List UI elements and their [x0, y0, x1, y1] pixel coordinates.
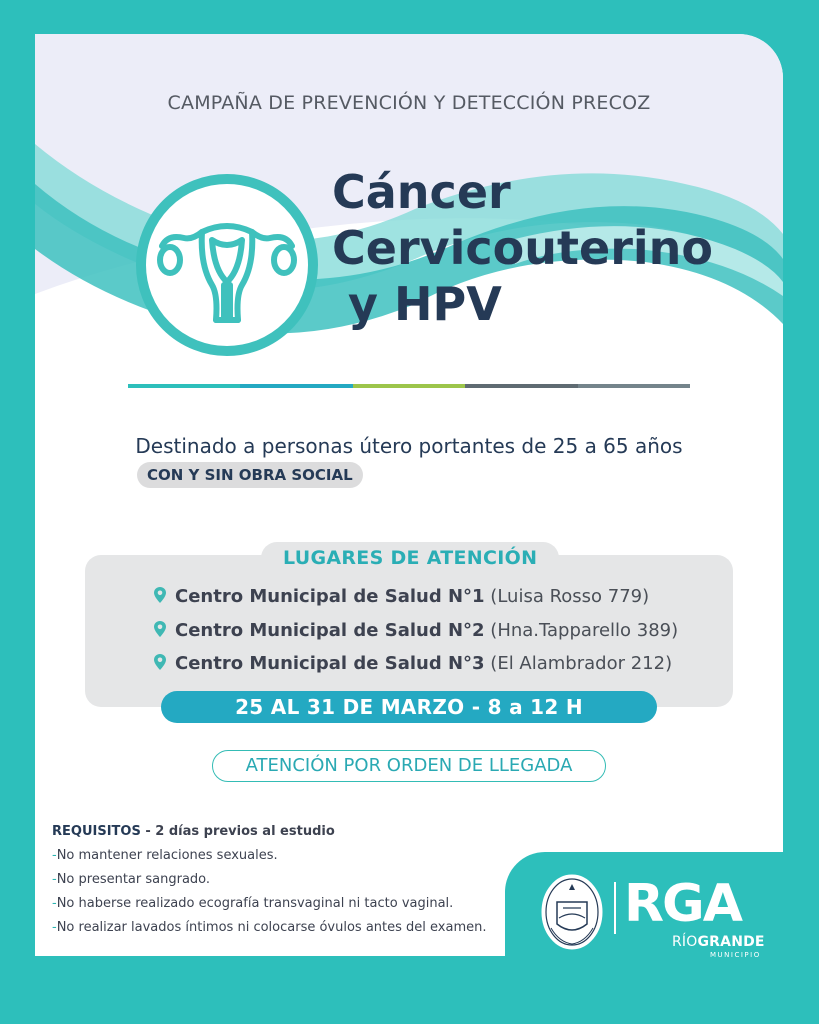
arrival-order-badge: ATENCIÓN POR ORDEN DE LLEGADA	[212, 750, 606, 782]
color-divider	[128, 384, 690, 388]
divider-segment	[578, 384, 690, 388]
requirements-heading: REQUISITOS - 2 días previos al estudio	[52, 824, 335, 839]
campaign-subtitle: CAMPAÑA DE PREVENCIÓN Y DETECCIÓN PRECOZ	[167, 92, 651, 114]
poster-card	[35, 34, 783, 956]
place-address: (El Alambrador 212)	[490, 653, 673, 674]
audience-text: Destinado a personas útero portantes de 25 a 65 años	[135, 434, 683, 458]
place-address: (Hna.Tapparello 389)	[490, 620, 679, 641]
place-address: (Luisa Rosso 779)	[490, 586, 650, 607]
divider-segment	[353, 384, 465, 388]
coverage-badge: CON Y SIN OBRA SOCIAL	[137, 462, 363, 488]
divider-segment	[240, 384, 352, 388]
place-item	[153, 653, 672, 674]
requirement-item: -No realizar lavados íntimos ni colocarse óvulos antes del examen.	[52, 920, 487, 935]
location-pin-icon	[153, 653, 167, 671]
divider-segment	[128, 384, 240, 388]
logo-divider	[614, 882, 616, 934]
municipio-text: MUNICIPIO	[710, 951, 761, 959]
requirement-item: -No haberse realizado ecografía transvaginal ni tacto vaginal.	[52, 896, 454, 911]
title-line-2: Cervicouterino	[332, 221, 714, 275]
place-name: Centro Municipal de Salud N°1	[175, 586, 485, 607]
rga-logo-text: RGA	[624, 874, 741, 934]
campaign-title	[332, 164, 713, 332]
requirement-item: -No presentar sangrado.	[52, 872, 211, 887]
places-title: LUGARES DE ATENCIÓN	[261, 542, 559, 574]
uterus-icon	[132, 170, 322, 360]
place-name: Centro Municipal de Salud N°2	[175, 620, 485, 641]
divider-segment	[465, 384, 577, 388]
municipal-seal-icon	[539, 872, 605, 952]
title-line-1: Cáncer	[332, 165, 511, 219]
requirements-list	[52, 820, 487, 940]
rio-grande-text: RÍOGRANDE	[672, 934, 765, 950]
location-pin-icon	[153, 620, 167, 638]
place-name: Centro Municipal de Salud N°3	[175, 653, 485, 674]
place-item	[153, 620, 678, 641]
location-pin-icon	[153, 586, 167, 604]
place-item	[153, 586, 649, 607]
dates-banner: 25 AL 31 DE MARZO - 8 a 12 H	[161, 691, 657, 723]
requirement-item: -No mantener relaciones sexuales.	[52, 848, 278, 863]
title-line-3: y HPV	[348, 277, 502, 331]
